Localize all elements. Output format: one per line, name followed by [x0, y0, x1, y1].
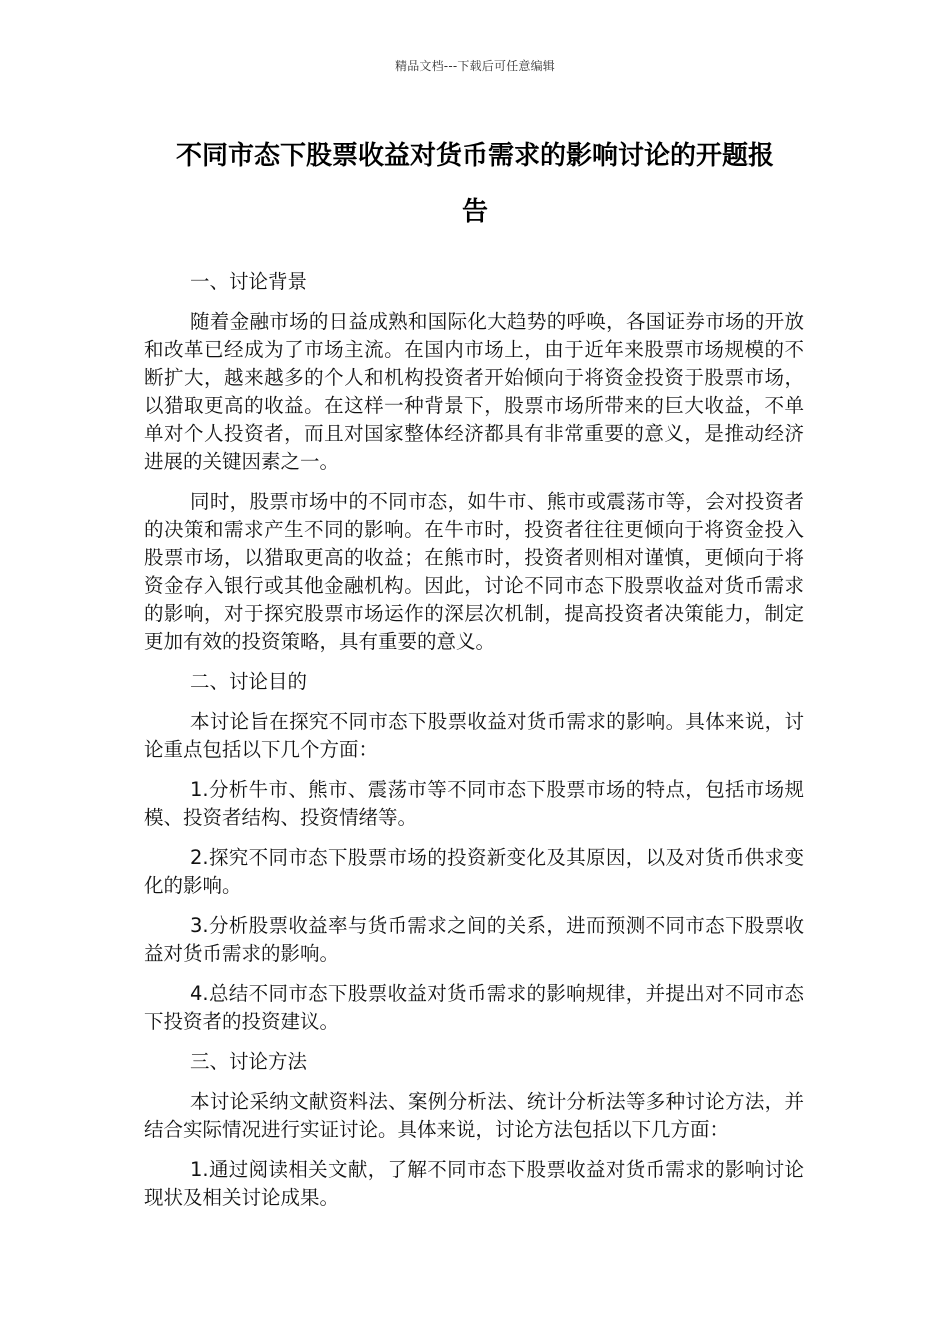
- purpose-list-item-4: 4.总结不同市态下股票收益对货币需求的影响规律，并提出对不同市态下投资者的投资建议。: [144, 982, 804, 1033]
- section-heading-method: 三、讨论方法: [190, 1050, 308, 1073]
- background-paragraph-1: 随着金融市场的日益成熟和国际化大趋势的呼唤，各国证券市场的开放和改革已经成为了市场主流。在国内市场上，由于近年来股票市场规模的不断扩大，越来越多的个人和机构投资者开始倾向于将资金投资于股票市场，以猎取更高的收益。在这样一种背景下，股票市场所带来的巨大收益，不单单对个人投资者，而且对国家整体经济都具有非常重要的意义，是推动经济进展的关键因素之一。: [144, 310, 804, 473]
- background-paragraph-2: 同时，股票市场中的不同市态，如牛市、熊市或震荡市等，会对投资者的决策和需求产生不同的影响。在牛市时，投资者往往更倾向于将资金投入股票市场，以猎取更高的收益；在熊市时，投资者则相对谨慎，更倾向于将资金存入银行或其他金融机构。因此，讨论不同市态下股票收益对货币需求的影响，对于探究股票市场运作的深层次机制，提高投资者决策能力，制定更加有效的投资策略，具有重要的意义。: [144, 490, 804, 653]
- purpose-paragraph-1: 本讨论旨在探究不同市态下股票收益对货币需求的影响。具体来说，讨论重点包括以下几个方面：: [144, 710, 804, 761]
- purpose-list-item-1: 1.分析牛市、熊市、震荡市等不同市态下股票市场的特点，包括市场规模、投资者结构、投资情绪等。: [144, 778, 804, 829]
- purpose-list-item-3: 3.分析股票收益率与货币需求之间的关系，进而预测不同市态下股票收益对货币需求的影响。: [144, 914, 804, 965]
- header-note: 精品文档---下载后可任意编辑: [395, 59, 555, 73]
- section-heading-background: 一、讨论背景: [190, 270, 308, 293]
- method-paragraph-1: 本讨论采纳文献资料法、案例分析法、统计分析法等多种讨论方法，并结合实际情况进行实证讨论。具体来说，讨论方法包括以下几方面：: [144, 1090, 804, 1141]
- title-line-2: 告: [461, 197, 488, 227]
- document-body: [144, 268, 804, 1212]
- document-title: [140, 128, 810, 240]
- section-heading-purpose: 二、讨论目的: [190, 670, 308, 693]
- method-list-item-1: 1.通过阅读相关文献，了解不同市态下股票收益对货币需求的影响讨论现状及相关讨论成果。: [144, 1158, 804, 1209]
- purpose-list-item-2: 2.探究不同市态下股票市场的投资新变化及其原因，以及对货币供求变化的影响。: [144, 846, 804, 897]
- title-line-1: 不同市态下股票收益对货币需求的影响讨论的开题报: [175, 141, 774, 171]
